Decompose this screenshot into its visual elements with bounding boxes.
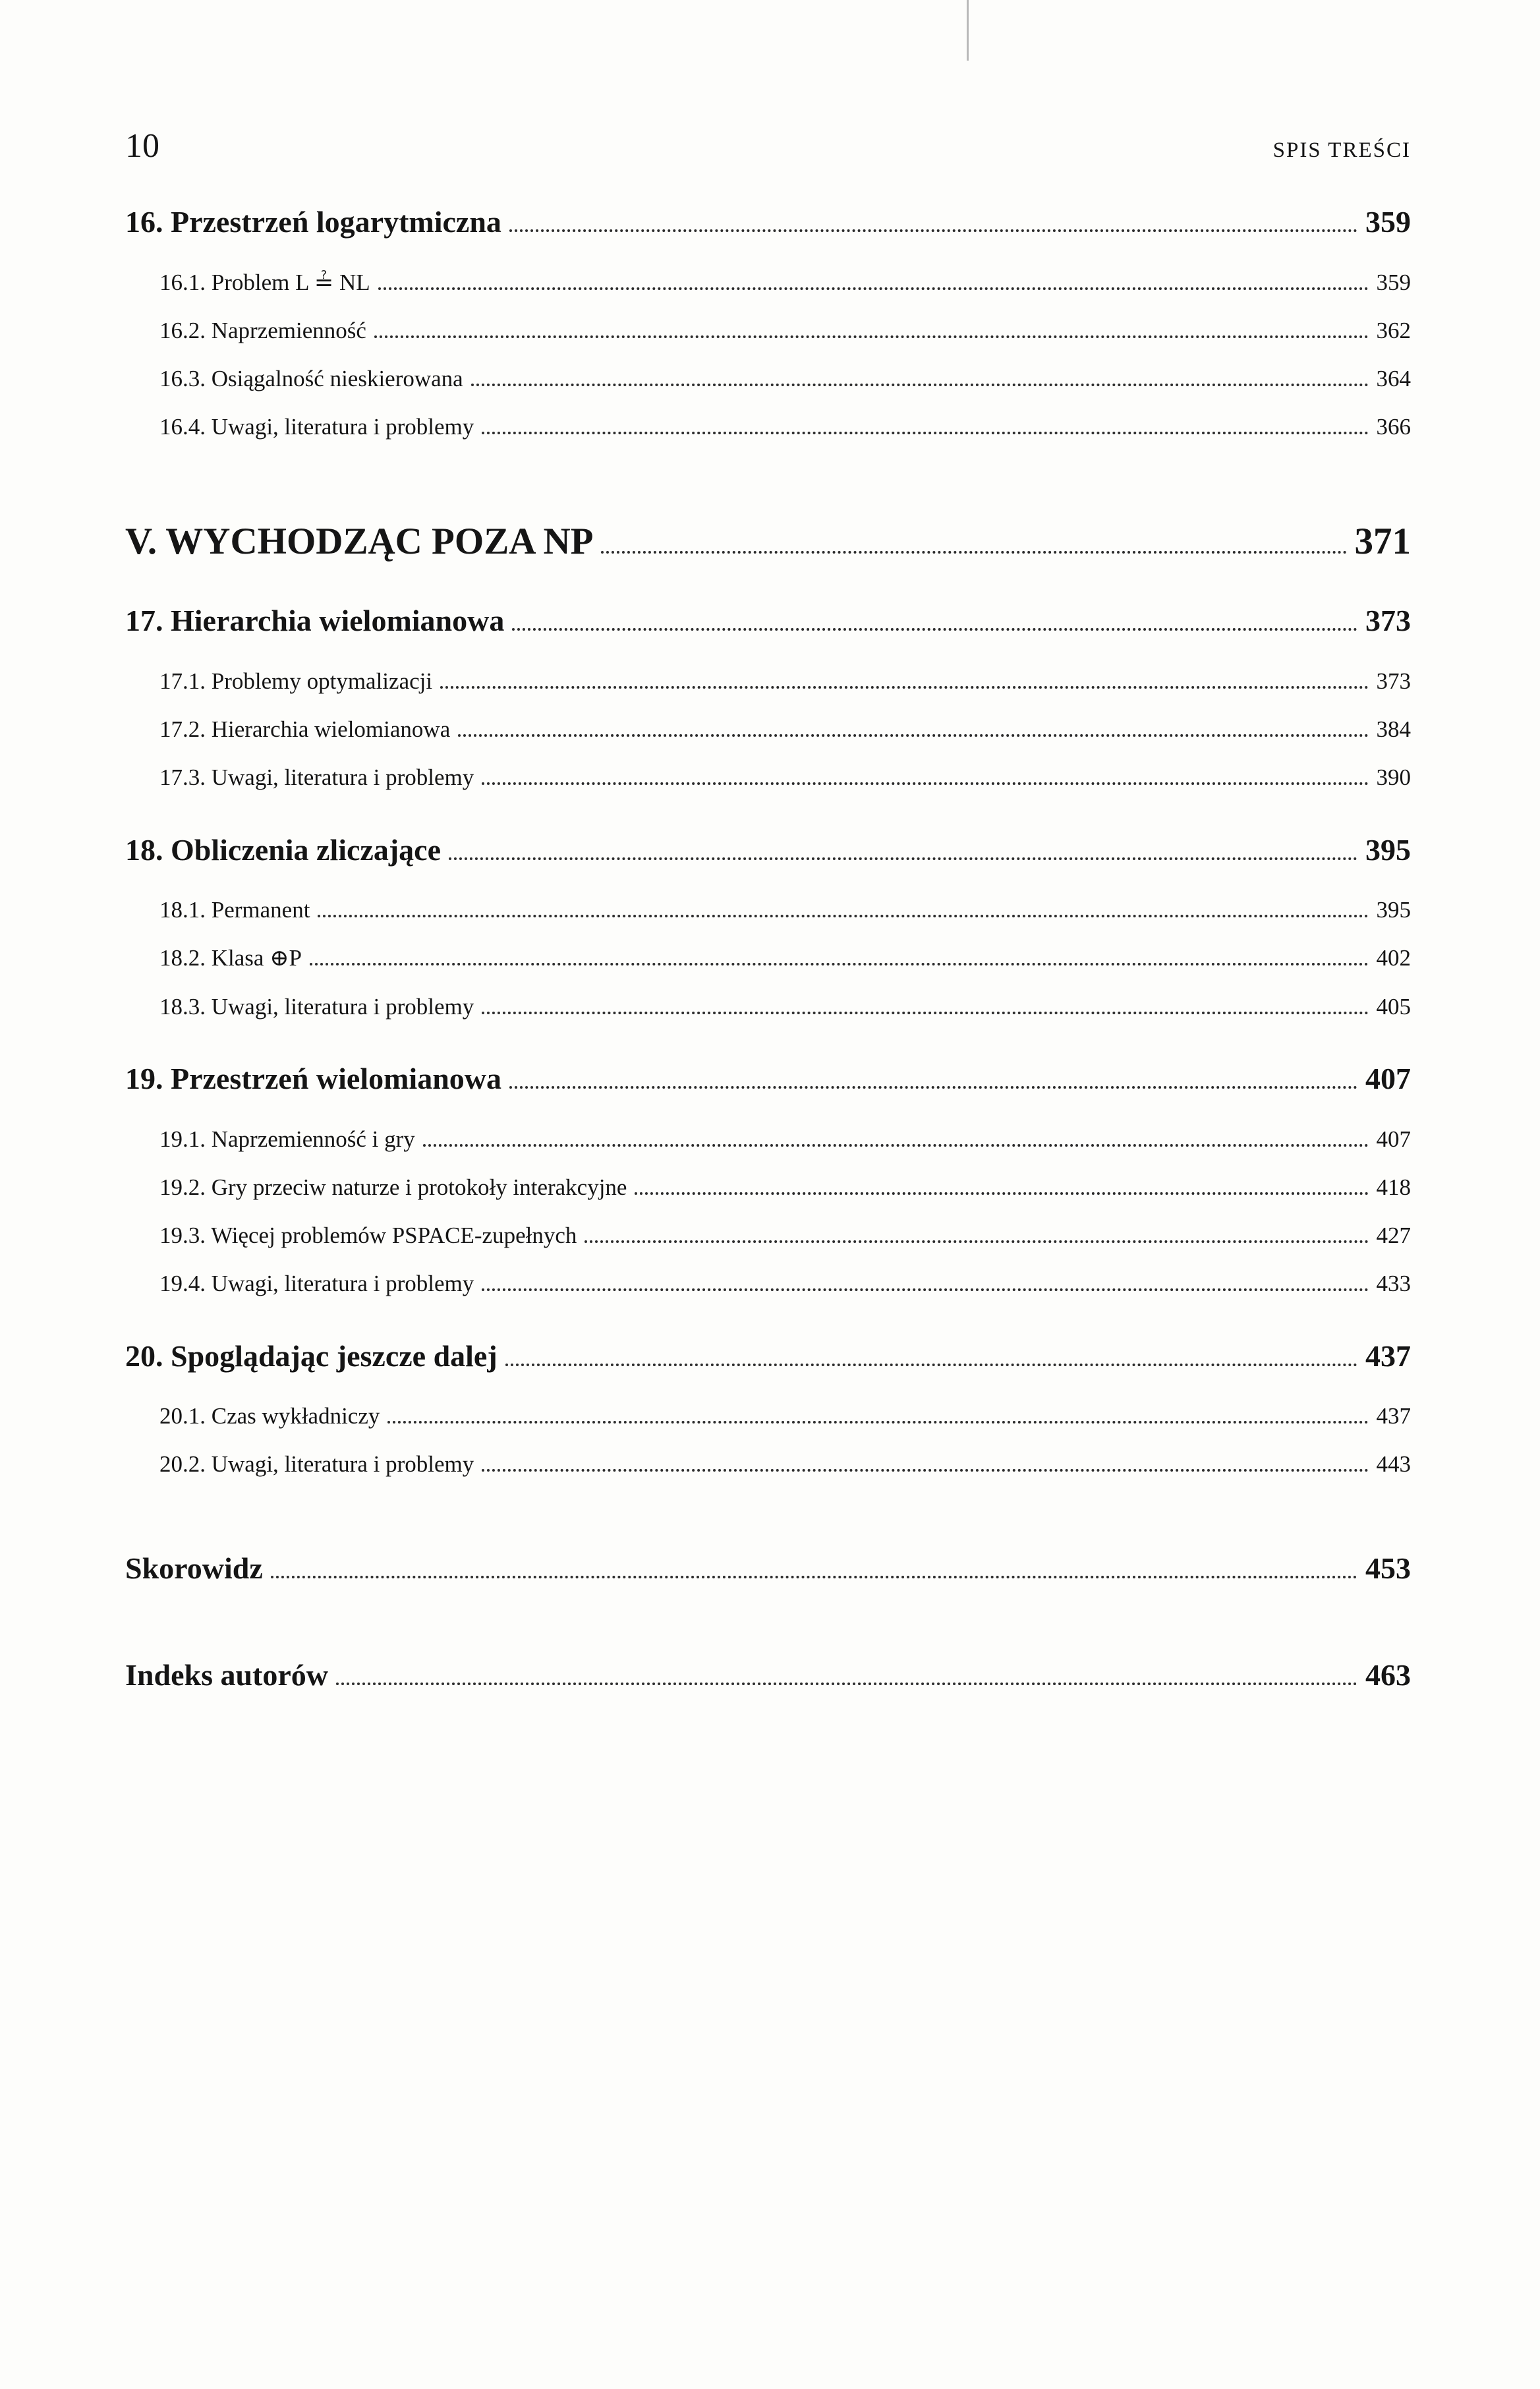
toc-entry-page: 427 bbox=[1376, 1223, 1411, 1249]
toc-entry-section bbox=[125, 716, 1411, 743]
toc-entry-page: 453 bbox=[1365, 1551, 1411, 1585]
toc-entry-page: 384 bbox=[1376, 716, 1411, 743]
toc-entry-label: 17.3. Uwagi, literatura i problemy bbox=[159, 764, 474, 791]
toc-entry-label: 20.1. Czas wykładniczy bbox=[159, 1403, 380, 1429]
toc-entry-chapter bbox=[125, 206, 1411, 239]
toc-entry-label: 17. Hierarchia wielomianowa bbox=[125, 604, 505, 638]
toc-entry-page: 433 bbox=[1376, 1271, 1411, 1297]
toc-entry-section bbox=[125, 318, 1411, 344]
toc-entry-section bbox=[125, 270, 1411, 296]
toc-entry-label: 16.2. Naprzemienność bbox=[159, 317, 366, 343]
page-number: 10 bbox=[125, 127, 159, 165]
toc-entry-page: 405 bbox=[1376, 993, 1411, 1020]
toc-entry-chapter bbox=[125, 1062, 1411, 1096]
toc-entry-section bbox=[125, 366, 1411, 392]
dot-leader bbox=[458, 734, 1368, 737]
toc-entry-label: 18. Obliczenia zliczające bbox=[125, 832, 442, 867]
toc-list bbox=[125, 206, 1411, 1692]
dot-leader bbox=[635, 1192, 1368, 1195]
dot-leader bbox=[482, 1012, 1368, 1014]
dot-leader bbox=[440, 686, 1368, 689]
dot-leader bbox=[310, 963, 1369, 965]
scan-artifact-line bbox=[967, 0, 969, 61]
dot-leader bbox=[374, 335, 1369, 338]
dot-leader bbox=[387, 1421, 1368, 1424]
toc-entry-section bbox=[125, 1451, 1411, 1478]
dot-leader bbox=[482, 432, 1368, 434]
dot-leader bbox=[509, 229, 1357, 232]
toc-entry-backmatter bbox=[125, 1659, 1411, 1692]
toc-entry-page: 373 bbox=[1365, 604, 1411, 638]
toc-entry-label: 16.1. Problem L ≟ NL bbox=[159, 269, 370, 295]
toc-entry-page: 402 bbox=[1376, 945, 1411, 971]
toc-entry-label: 17.1. Problemy optymalizacji bbox=[159, 668, 433, 694]
toc-entry-page: 463 bbox=[1365, 1658, 1411, 1692]
running-head: SPIS TREŚCI bbox=[1272, 138, 1411, 162]
dot-leader bbox=[471, 384, 1369, 386]
toc-entry-label: 16.3. Osiągalność nieskierowana bbox=[159, 366, 463, 392]
toc-entry-label: 19. Przestrzeń wielomianowa bbox=[125, 1061, 502, 1095]
toc-entry-chapter bbox=[125, 604, 1411, 638]
toc-entry-label: 19.4. Uwagi, literatura i problemy bbox=[159, 1271, 474, 1297]
toc-entry-page: 364 bbox=[1376, 366, 1411, 392]
toc-entry-backmatter bbox=[125, 1552, 1411, 1586]
dot-leader bbox=[482, 1288, 1368, 1291]
page-header bbox=[125, 129, 1411, 163]
toc-entry-chapter bbox=[125, 1340, 1411, 1373]
toc-entry-label: V. WYCHODZĄC POZA NP bbox=[125, 520, 594, 562]
toc-entry-page: 371 bbox=[1354, 520, 1411, 562]
toc-entry-page: 418 bbox=[1376, 1174, 1411, 1200]
toc-entry-label: 20.2. Uwagi, literatura i problemy bbox=[159, 1451, 474, 1478]
dot-leader bbox=[449, 857, 1357, 860]
toc-entry-section bbox=[125, 1174, 1411, 1201]
toc-entry-section bbox=[125, 1223, 1411, 1249]
toc-entry-part bbox=[125, 521, 1411, 563]
toc-entry-label: 16.4. Uwagi, literatura i problemy bbox=[159, 414, 474, 440]
toc-entry-section bbox=[125, 945, 1411, 971]
toc-entry-page: 373 bbox=[1376, 668, 1411, 694]
toc-entry-page: 407 bbox=[1376, 1126, 1411, 1152]
toc-entry-section bbox=[125, 414, 1411, 440]
toc-entry-label: 18.3. Uwagi, literatura i problemy bbox=[159, 993, 474, 1020]
toc-entry-label: 18.2. Klasa ⊕P bbox=[159, 945, 302, 971]
toc-entry-section bbox=[125, 1271, 1411, 1297]
toc-entry-page: 407 bbox=[1365, 1061, 1411, 1095]
toc-entry-label: 17.2. Hierarchia wielomianowa bbox=[159, 716, 451, 743]
toc-entry-label: 19.1. Naprzemienność i gry bbox=[159, 1126, 415, 1152]
toc-entry-label: 16. Przestrzeń logarytmiczna bbox=[125, 205, 501, 239]
toc-entry-label: Skorowidz bbox=[125, 1551, 263, 1585]
dot-leader bbox=[509, 1086, 1357, 1089]
dot-leader bbox=[601, 551, 1346, 554]
toc-entry-label: 19.2. Gry przeciw naturze i protokoły interakcyjne bbox=[159, 1174, 627, 1200]
dot-leader bbox=[336, 1683, 1357, 1685]
dot-leader bbox=[505, 1364, 1357, 1366]
dot-leader bbox=[423, 1144, 1369, 1147]
toc-entry-page: 437 bbox=[1365, 1338, 1411, 1373]
dot-leader bbox=[271, 1576, 1357, 1578]
dot-leader bbox=[482, 782, 1368, 785]
toc-entry-section bbox=[125, 1126, 1411, 1153]
toc-entry-page: 359 bbox=[1376, 269, 1411, 295]
toc-entry-section bbox=[125, 994, 1411, 1020]
dot-leader bbox=[318, 915, 1368, 917]
toc-entry-page: 443 bbox=[1376, 1451, 1411, 1478]
dot-leader bbox=[482, 1469, 1368, 1472]
toc-entry-page: 362 bbox=[1376, 317, 1411, 343]
toc-entry-label: 18.1. Permanent bbox=[159, 897, 310, 923]
toc-entry-section bbox=[125, 764, 1411, 791]
toc-entry-page: 395 bbox=[1365, 832, 1411, 867]
dot-leader bbox=[585, 1240, 1368, 1243]
toc-entry-label: 19.3. Więcej problemów PSPACE-zupełnych bbox=[159, 1223, 577, 1249]
toc-entry-section bbox=[125, 897, 1411, 923]
dot-leader bbox=[512, 628, 1357, 631]
toc-entry-page: 437 bbox=[1376, 1403, 1411, 1429]
toc-entry-chapter bbox=[125, 834, 1411, 867]
toc-entry-section bbox=[125, 1403, 1411, 1429]
toc-entry-label: 20. Spoglądając jeszcze dalej bbox=[125, 1338, 498, 1373]
toc-entry-page: 359 bbox=[1365, 205, 1411, 239]
toc-entry-page: 366 bbox=[1376, 414, 1411, 440]
toc-entry-page: 395 bbox=[1376, 897, 1411, 923]
toc-entry-page: 390 bbox=[1376, 764, 1411, 791]
toc-entry-label: Indeks autorów bbox=[125, 1658, 329, 1692]
dot-leader bbox=[378, 287, 1369, 290]
toc-entry-section bbox=[125, 668, 1411, 695]
